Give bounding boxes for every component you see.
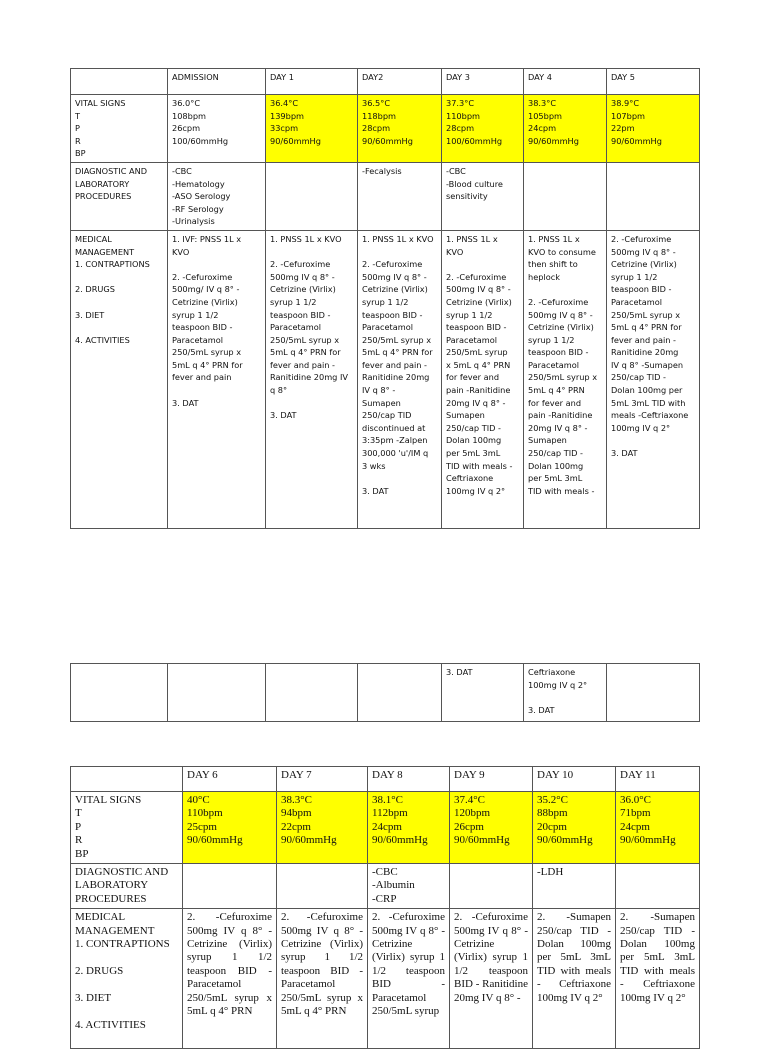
table-header-row [71,69,700,95]
medical-management-row [71,909,700,1049]
diag-cell-day2: -Fecalysis [358,162,442,230]
header-cell-day10: DAY 10 [533,767,616,792]
med-cell-day11: 2. -Sumapen 250/cap TID - Dolan 100mg per 5mL 3mL TID with meals - Ceftriaxone 100mg IV q 2° [616,909,700,1049]
header-cell-day4: DAY 4 [524,69,607,95]
diag-cell-admission: -CBC -Hematology -ASO Serology -RF Serology -Urinalysis [168,162,266,230]
vital-cell-day5: 38.9°C 107bpm 22pm 90/60mmHg [607,95,700,163]
med-cell-day7: 2. -Cefuroxime 500mg IV q 8° - Cetrizine (Virlix) syrup 1 1/2 teaspoon BID - Paracetamol 250/5mL syrup x 5mL q 4° PRN [277,909,368,1049]
med-cell-day1: 1. PNSS 1L x KVO 2. -Cefuroxime 500mg IV q 8° - Cetrizine (Virlix) syrup 1 1/2 teaspoon BID - Paracetamol 250/5mL syrup x 5mL q 4° PRN for fever and pain - Ranitidine 20mg IV q 8° 3. DAT [266,230,358,528]
diag-cell-day9 [450,864,533,909]
header-cell-day3: DAY 3 [442,69,524,95]
vital-cell-admission: 36.0°C 108bpm 26cpm 100/60mmHg [168,95,266,163]
row-label-diagnostic: DIAGNOSTIC AND LABORATORY PROCEDURES [71,864,183,909]
med-cell-day4: 1. PNSS 1L x KVO to consume then shift to heplock 2. -Cefuroxime 500mg IV q 8° - Cetrizine (Virlix) syrup 1 1/2 teaspoon BID - Paracetamol 250/5mL syrup x 5mL q 4° PRN for fever and pain -Ranitidine 20mg IV q 8° - Sumapen 250/cap TID - Dolan 100mg per 5mL 3mL TID with meals - [524,230,607,528]
header-cell-day1: DAY 1 [266,69,358,95]
medical-management-row [71,230,700,528]
vital-cell-day9: 37.4°C 120bpm 26cpm 90/60mmHg [450,792,533,864]
cont-cell-day2 [358,664,442,722]
header-cell-day6: DAY 6 [183,767,277,792]
row-label-vital-signs: VITAL SIGNS T P R BP [71,792,183,864]
med-cell-admission: 1. IVF: PNSS 1L x KVO 2. -Cefuroxime 500mg/ IV q 8° - Cetrizine (Virlix) syrup 1 1/2 teaspoon BID - Paracetamol 250/5mL syrup x 5mL q 4° PRN for fever and pain 3. DAT [168,230,266,528]
med-cell-day2: 1. PNSS 1L x KVO 2. -Cefuroxime 500mg IV q 8° - Cetrizine (Virlix) syrup 1 1/2 teaspoon BID - Paracetamol 250/5mL syrup x 5mL q 4° PRN for fever and pain - Ranitidine 20mg IV q 8° - Sumapen 250/cap TID discontinued at 3:35pm -Zalpen 300,000 'u'/IM q 3 wks 3. DAT [358,230,442,528]
care-plan-table-1 [70,68,700,529]
header-cell-day11: DAY 11 [616,767,700,792]
med-cell-day6: 2. -Cefuroxime 500mg IV q 8° - Cetrizine (Virlix) syrup 1 1/2 teaspoon BID - Paracetamol 250/5mL syrup x 5mL q 4° PRN [183,909,277,1049]
table-header-row [71,767,700,792]
diag-cell-day4 [524,162,607,230]
header-cell-day5: DAY 5 [607,69,700,95]
vital-cell-day11: 36.0°C 71bpm 24cpm 90/60mmHg [616,792,700,864]
vital-cell-day3: 37.3°C 110bpm 28cpm 100/60mmHg [442,95,524,163]
med-cell-day3: 1. PNSS 1L x KVO 2. -Cefuroxime 500mg IV q 8° - Cetrizine (Virlix) syrup 1 1/2 teaspoon BID - Paracetamol 250/5mL syrup x 5mL q 4° PRN for fever and pain -Ranitidine 20mg IV q 8° - Sumapen 250/cap TID - Dolan 100mg per 5mL 3mL TID with meals - Ceftriaxone 100mg IV q 2° [442,230,524,528]
vital-cell-day4: 38.3°C 105bpm 24cpm 90/60mmHg [524,95,607,163]
diag-cell-day8: -CBC -Albumin -CRP [368,864,450,909]
cont-cell-day3: 3. DAT [442,664,524,722]
vital-cell-day6: 40°C 110bpm 25cpm 90/60mmHg [183,792,277,864]
header-cell-day9: DAY 9 [450,767,533,792]
care-plan-table-continuation [70,663,700,722]
diag-cell-day10: -LDH [533,864,616,909]
vital-cell-day8: 38.1°C 112bpm 24cpm 90/60mmHg [368,792,450,864]
med-cell-day5: 2. -Cefuroxime 500mg IV q 8° - Cetrizine (Virlix) syrup 1 1/2 teaspoon BID - Paracetamol 250/5mL syrup x 5mL q 4° PRN for fever and pain - Ranitidine 20mg IV q 8° -Sumapen 250/cap TID - Dolan 100mg per 5mL 3mL TID with meals -Ceftriaxone 100mg IV q 2° 3. DAT [607,230,700,528]
cont-cell-day1 [266,664,358,722]
vital-signs-row [71,95,700,163]
diagnostic-row [71,162,700,230]
diag-cell-day7 [277,864,368,909]
med-cell-day9: 2. -Cefuroxime 500mg IV q 8° -Cetrizine (Virlix) syrup 1 1/2 teaspoon BID - Ranitidine 20mg IV q 8° - [450,909,533,1049]
vital-cell-day7: 38.3°C 94bpm 22cpm 90/60mmHg [277,792,368,864]
diagnostic-row [71,864,700,909]
diag-cell-day6 [183,864,277,909]
row-label-medical-management: MEDICAL MANAGEMENT 1. CONTRAPTIONS 2. DRUGS 3. DIET 4. ACTIVITIES [71,230,168,528]
vital-signs-row [71,792,700,864]
cont-cell-day4: Ceftriaxone 100mg IV q 2° 3. DAT [524,664,607,722]
header-cell-blank [71,69,168,95]
continuation-row [71,664,700,722]
care-plan-table-2 [70,766,700,1049]
med-cell-day8: 2. -Cefuroxime 500mg IV q 8° -Cetrizine (Virlix) syrup 1 1/2 teaspoon BID - Paracetamol 250/5mL syrup [368,909,450,1049]
cont-cell-label [71,664,168,722]
med-cell-day10: 2. -Sumapen 250/cap TID - Dolan 100mg per 5mL 3mL TID with meals - Ceftriaxone 100mg IV q 2° [533,909,616,1049]
cont-cell-day5 [607,664,700,722]
diag-cell-day1 [266,162,358,230]
diag-cell-day11 [616,864,700,909]
row-label-vital-signs: VITAL SIGNS T P R BP [71,95,168,163]
row-label-diagnostic: DIAGNOSTIC AND LABORATORY PROCEDURES [71,162,168,230]
diag-cell-day5 [607,162,700,230]
vital-cell-day10: 35.2°C 88bpm 20cpm 90/60mmHg [533,792,616,864]
header-cell-blank [71,767,183,792]
header-cell-day7: DAY 7 [277,767,368,792]
header-cell-day2: DAY2 [358,69,442,95]
cont-cell-admission [168,664,266,722]
vital-cell-day1: 36.4°C 139bpm 33cpm 90/60mmHg [266,95,358,163]
vital-cell-day2: 36.5°C 118bpm 28cpm 90/60mmHg [358,95,442,163]
header-cell-day8: DAY 8 [368,767,450,792]
row-label-medical-management: MEDICAL MANAGEMENT 1. CONTRAPTIONS 2. DRUGS 3. DIET 4. ACTIVITIES [71,909,183,1049]
header-cell-admission: ADMISSION [168,69,266,95]
diag-cell-day3: -CBC -Blood culture sensitivity [442,162,524,230]
